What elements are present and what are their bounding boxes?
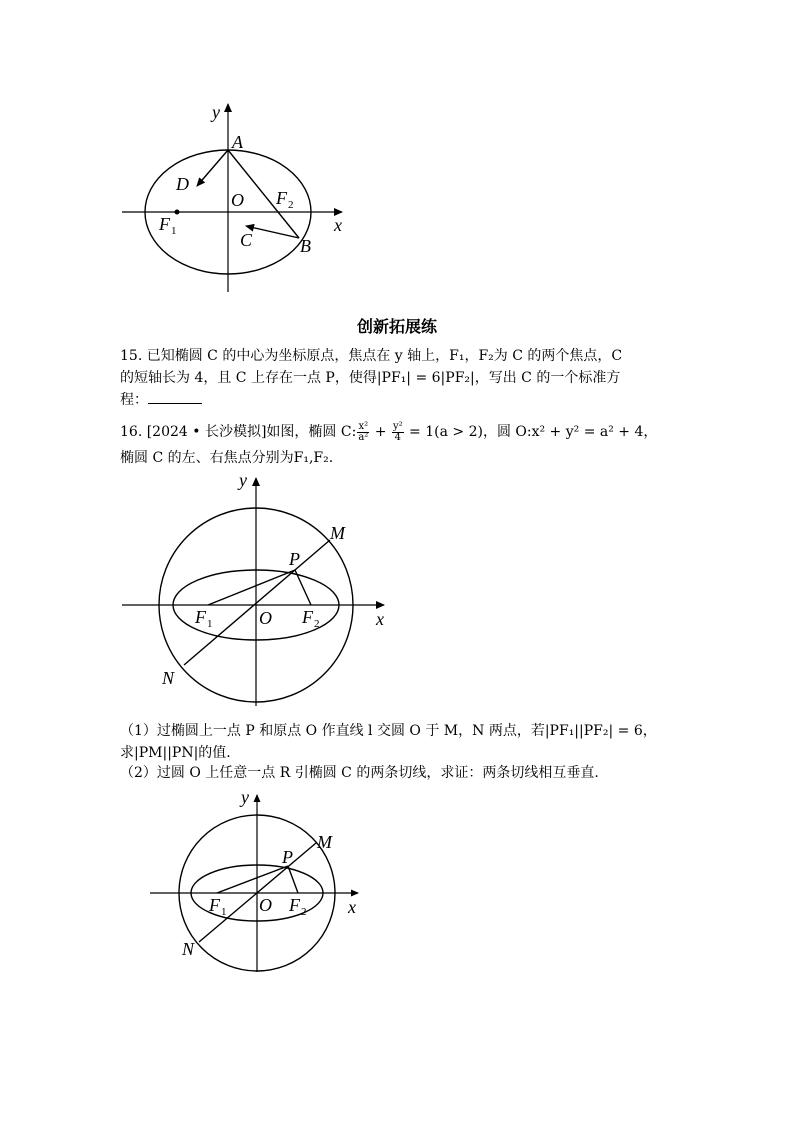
- label-p: P: [289, 549, 300, 569]
- fraction-y2-4: $\frac{\text{y²}}{4}$: [392, 420, 403, 443]
- label-x: x: [348, 897, 356, 917]
- label-x: x: [376, 609, 384, 629]
- label-f1-sub: 1: [221, 906, 227, 918]
- label-f1: F: [195, 607, 206, 627]
- label-o: O: [259, 895, 272, 915]
- label-o: O: [231, 190, 244, 210]
- label-o: O: [259, 608, 272, 628]
- fraction-x2-a2: $\frac{\text{x²}}{\text{a²}}$: [358, 420, 369, 443]
- label-n: N: [182, 939, 195, 959]
- label-p: P: [282, 847, 293, 867]
- segment-pf2: [295, 570, 311, 605]
- label-f2: F: [302, 607, 313, 627]
- label-x: x: [334, 215, 342, 235]
- label-f1-sub: 1: [207, 618, 213, 630]
- label-f1: F: [209, 895, 220, 915]
- label-b: B: [300, 236, 311, 256]
- vector-ad: [197, 150, 228, 186]
- label-c: C: [240, 230, 253, 250]
- label-f1-sub: 1: [171, 225, 177, 237]
- label-n: N: [162, 668, 175, 688]
- label-d: D: [176, 174, 189, 194]
- label-a: A: [232, 132, 243, 152]
- q15-line-1: 15. 已知椭圆 C 的中心为坐标原点，焦点在 y 轴上，F₁，F₂为 C 的两个焦点，C: [120, 348, 623, 364]
- figure-3-circle-ellipse: [0, 780, 794, 970]
- figure-1-ellipse: [0, 0, 794, 310]
- label-m: M: [330, 523, 345, 543]
- label-f2: F: [289, 895, 300, 915]
- focus-f1-dot: [175, 210, 180, 215]
- label-y: y: [239, 470, 247, 490]
- label-y: y: [212, 102, 220, 122]
- label-y: y: [241, 787, 249, 807]
- q16-line-1: 16. [2024 • 长沙模拟]如图，椭圆 C: $\frac{\text{x²}}{\text{a²}}$ + $\frac{\text{y²}}{4}$ = 1(a > 2)，圆 O:x² + y² = a² + 4，: [120, 420, 658, 443]
- label-f2-sub: 2: [301, 906, 307, 918]
- label-f2: F: [276, 188, 287, 208]
- label-f2-sub: 2: [288, 199, 294, 211]
- part-1: [120, 720, 680, 764]
- label-m: M: [317, 832, 332, 852]
- q16-line-2: 椭圆 C 的左、右焦点分别为F₁,F₂.: [120, 450, 334, 466]
- label-f2-sub: 2: [314, 618, 320, 630]
- figure-2-circle-ellipse: [0, 460, 794, 700]
- answer-blank[interactable]: [148, 391, 202, 404]
- q15-line-3: 程：: [120, 389, 680, 411]
- line-mn: [184, 540, 330, 665]
- section-title: 创新拓展练: [356, 317, 437, 336]
- segment-pf1: [217, 866, 288, 893]
- part-2-line-1: （2）过圆 O 上任意一点 R 引椭圆 C 的两条切线，求证：两条切线相互垂直.: [120, 765, 599, 781]
- part-1-line-2: 求|PM||PN|的值.: [120, 745, 231, 761]
- question-15: [120, 345, 680, 411]
- label-f1: F: [159, 214, 170, 234]
- segment-pf1: [208, 570, 295, 605]
- q15-line-2: 的短轴长为 4，且 C 上存在一点 P，使得|PF₁| = 6|PF₂|，写出 C 的一个标准方: [120, 370, 621, 386]
- part-1-line-1: （1）过椭圆上一点 P 和原点 O 作直线 l 交圆 O 于 M，N 两点，若|PF₁||PF₂| = 6，: [120, 723, 657, 739]
